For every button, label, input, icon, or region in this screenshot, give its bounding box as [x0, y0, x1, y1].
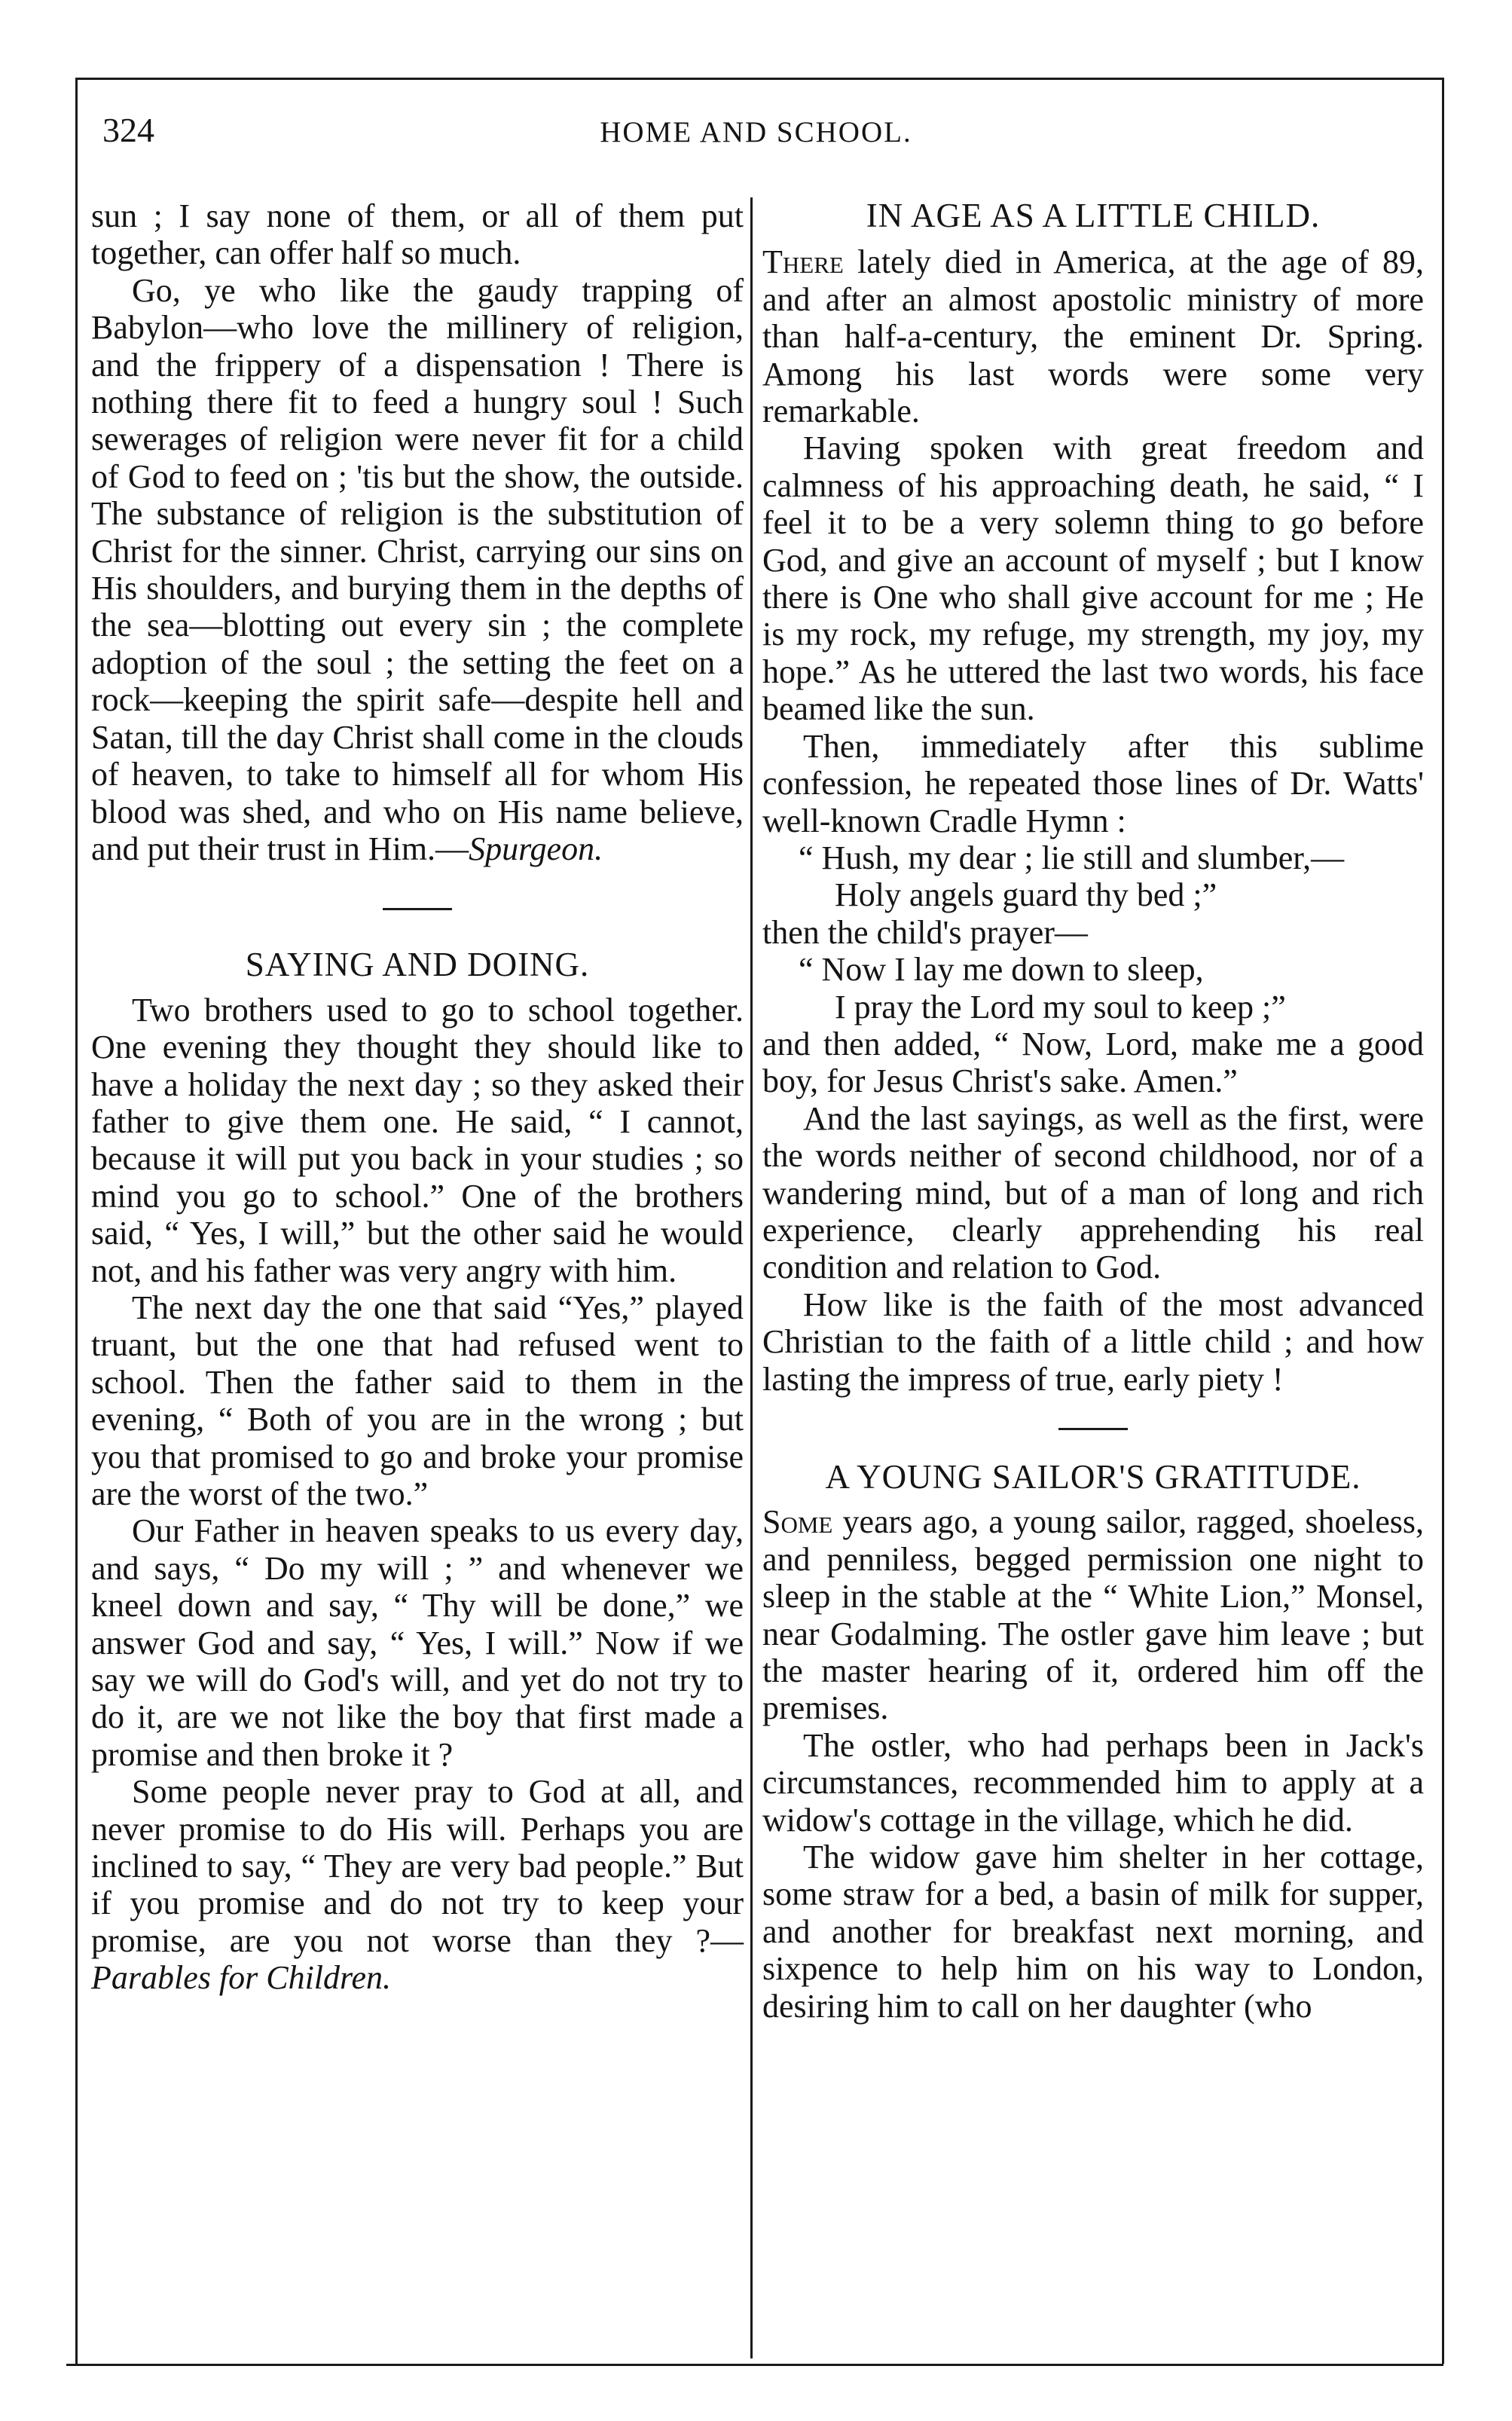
- verse-line: “ Now I lay me down to sleep,: [799, 951, 1204, 989]
- article-paragraph: Our Father in heaven speaks to us every day, and says, “ Do my will ; ” and whenever we kneel down and say, “ Thy will be done,” we answer God and say, “ Yes, I will.” Now if we say we will do God's will, and yet do not try to do it, are we not like the boy that first made a promise and then broke it ?: [91, 1512, 744, 1773]
- left-column: [91, 197, 744, 1997]
- article-paragraph: The next day the one that said “Yes,” played truant, but the one that had refused went to school. Then the father said to them in the evening, “ Both of you are in the wrong ; but you that promised to go and broke your promise are the worst of the two.”: [91, 1288, 744, 1512]
- continued-paragraph-2: [91, 272, 744, 868]
- article-paragraph: [91, 1773, 744, 1996]
- attribution: Parables for Children.: [91, 1959, 392, 1997]
- paragraph-text: Go, ye who like the gaudy trapping of Babylon—who love the millinery of religion, and the frippery of a dispensation ! There is nothing there fit to feed a hungry soul ! Such sewerages of religion were never fit for a child of God to feed on ; 'tis but the show, the outside. The substance of religion is the substitution of Christ for the sinner. Christ, carrying our sins on His shoulders, and burying them in the depths of the sea—blotting out every sin ; the complete adoption of the soul ; the setting the feet on a rock—keeping the spirit safe—despite hell and Satan, till the day Christ shall come in the clouds of heaven, to take to himself all for whom His blood was shed, and who on His name believe, and put their trust in Him.—: [91, 271, 744, 867]
- top-rule: [75, 78, 1443, 80]
- article-paragraph: And the last sayings, as well as the first, were the words neither of second childhood, nor of a wandering mind, but of a man of long and rich experience, clearly apprehending his real condition and relation to God.: [762, 1099, 1424, 1286]
- paragraph-text: lately died in America, at the age of 89, and after an almost apostolic ministry of more than half-a-century, the eminent Dr. Spring. Among his last words were some very remarkable.: [762, 243, 1424, 430]
- article-paragraph: Two brothers used to go to school together. One evening they thought they should like to have a holiday the next day ; so they asked their father to give them one. He said, “ I cannot, because it will put you back in your studies ; so mind you go to school.” One of the brothers said, “ Yes, I will,” but the other said he would not, and his father was very angry with him.: [91, 991, 744, 1289]
- article-paragraph: [762, 1503, 1424, 1726]
- right-border: [1442, 78, 1444, 2364]
- running-title: HOME AND SCHOOL.: [600, 116, 912, 148]
- right-column: [762, 197, 1424, 2025]
- verse-line: “ Hush, my dear ; lie still and slumber,—: [799, 839, 1345, 876]
- continued-paragraph: sun ; I say none of them, or all of them put together, can offer half so much.: [91, 197, 744, 272]
- article-paragraph: How like is the faith of the most advanced Christian to the faith of a little child ; and how lasting the impress of true, early piety !: [762, 1285, 1424, 1398]
- article-paragraph: [762, 243, 1424, 429]
- lead-word: Some: [762, 1503, 833, 1541]
- lead-word: There: [762, 243, 844, 281]
- attribution: Spurgeon.: [469, 830, 603, 867]
- article-title-a-young-sailors-gratitude: A YOUNG SAILOR'S GRATITUDE.: [825, 1458, 1361, 1496]
- left-border: [75, 78, 78, 2364]
- paragraph-text: years ago, a young sailor, ragged, shoeless, and penniless, begged permission one night to sleep in the stable at the “ White Lion,” Monsel, near Godalming. The ostler gave him leave ; but the master hearing of it, ordered him off the premises.: [762, 1503, 1424, 1727]
- column-divider: [750, 197, 753, 2358]
- article-paragraph: Having spoken with great freedom and calmness of his approaching death, he said, “ I feel it to be a very solemn thing to go before God, and give an account of myself ; but I know there is One who shall give account for me ; He is my rock, my refuge, my strength, my joy, my hope.” As he uttered the last two words, his face beamed like the sun.: [762, 429, 1424, 728]
- verse-line: I pray the Lord my soul to keep ;”: [835, 988, 1286, 1026]
- article-paragraph: The widow gave him shelter in her cottage, some straw for a bed, a basin of milk for supper, and another for breakfast next morning, and sixpence to help him on his way to London, desiring him to call on her daughter (who: [762, 1839, 1424, 2025]
- article-paragraph: The ostler, who had perhaps been in Jack's circumstances, recommended him to apply at a widow's cottage in the village, which he did.: [762, 1726, 1424, 1839]
- article-paragraph: then the child's prayer—: [762, 913, 1088, 951]
- article-paragraph: and then added, “ Now, Lord, make me a good boy, for Jesus Christ's sake. Amen.”: [762, 1025, 1424, 1100]
- article-title-in-age-as-a-little-child: IN AGE AS A LITTLE CHILD.: [866, 197, 1321, 234]
- bottom-rule: [66, 2364, 1443, 2366]
- page-number: 324: [102, 111, 154, 149]
- article-paragraph: Then, immediately after this sublime confession, he repeated those lines of Dr. Watts' well-known Cradle Hymn :: [762, 727, 1424, 839]
- verse-line: Holy angels guard thy bed ;”: [835, 876, 1217, 914]
- article-title-saying-and-doing: SAYING AND DOING.: [245, 946, 590, 984]
- paragraph-text: Some people never pray to God at all, and never promise to do His will. Perhaps you are inclined to say, “ They are very bad people.” But if you promise and do not try to keep your promise, are you not worse than they ?—: [91, 1773, 744, 1959]
